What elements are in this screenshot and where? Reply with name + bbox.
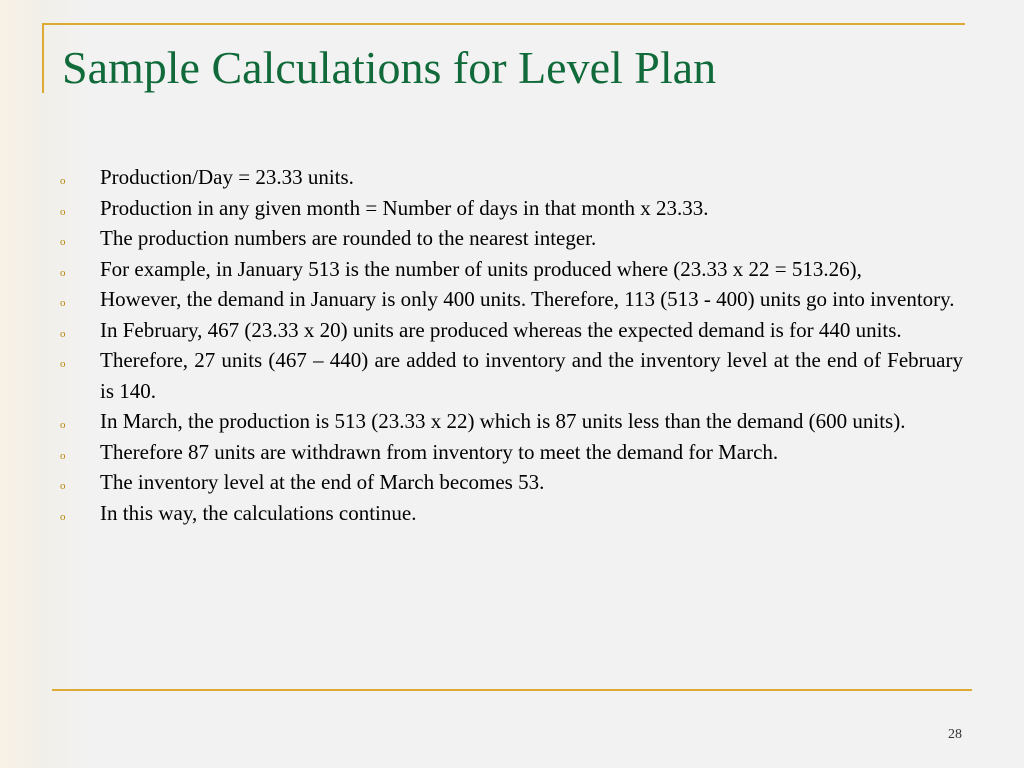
bullet-item: [60, 437, 963, 468]
bullet-text: In February, 467 (23.33 x 20) units are produced whereas the expected demand is for 440 units.: [100, 317, 902, 342]
bullet-item: [60, 162, 963, 193]
bullet-item: [60, 254, 963, 285]
bullet-item: [60, 345, 963, 406]
bullet-text: The production numbers are rounded to the nearest integer.: [100, 226, 597, 250]
bullet-item: [60, 467, 963, 498]
bullet-item: [60, 315, 963, 346]
left-border-rule: [42, 23, 44, 93]
bullet-text: In this way, the calculations continue.: [100, 500, 417, 525]
bullet-marker-icon: o: [60, 297, 66, 309]
bullet-marker-icon: o: [60, 266, 66, 279]
bullet-marker-icon: o: [60, 327, 66, 340]
bullet-marker-icon: o: [60, 419, 66, 431]
bullet-text: Production/Day = 23.33 units.: [100, 165, 354, 189]
bullet-text: Therefore 87 units are withdrawn from inventory to meet the demand for March.: [100, 439, 779, 464]
bullet-text: However, the demand in January is only 400 units. Therefore, 113 (513 - 400) units go into inventory.: [100, 287, 955, 311]
bullet-text: Production in any given month = Number of days in that month x 23.33.: [100, 195, 709, 220]
bullet-marker-icon: o: [60, 205, 66, 218]
bullet-text: The inventory level at the end of March becomes 53.: [100, 470, 545, 494]
bullet-marker-icon: o: [60, 358, 66, 370]
bullet-list: [60, 162, 963, 528]
bullet-item: [60, 193, 963, 224]
top-border-rule: [42, 23, 965, 25]
bullet-marker-icon: o: [60, 236, 66, 248]
bullet-item: [60, 284, 963, 315]
bullet-marker-icon: o: [60, 449, 66, 462]
bullet-text: In March, the production is 513 (23.33 x 22) which is 87 units less than the demand (600 units).: [100, 409, 906, 433]
slide-title: Sample Calculations for Level Plan: [62, 42, 717, 93]
bullet-item: [60, 223, 963, 254]
bullet-text: For example, in January 513 is the number of units produced where (23.33 x 22 = 513.26),: [100, 256, 862, 281]
bullet-marker-icon: o: [60, 480, 66, 492]
bullet-item: [60, 498, 963, 529]
bullet-item: [60, 406, 963, 437]
page-number: 28: [948, 727, 962, 742]
bullet-marker-icon: o: [60, 510, 66, 523]
bottom-divider: [52, 689, 972, 691]
bullet-marker-icon: o: [60, 175, 66, 187]
bullet-text: Therefore, 27 units (467 – 440) are added to inventory and the inventory level at the end of February is 140.: [100, 348, 963, 403]
